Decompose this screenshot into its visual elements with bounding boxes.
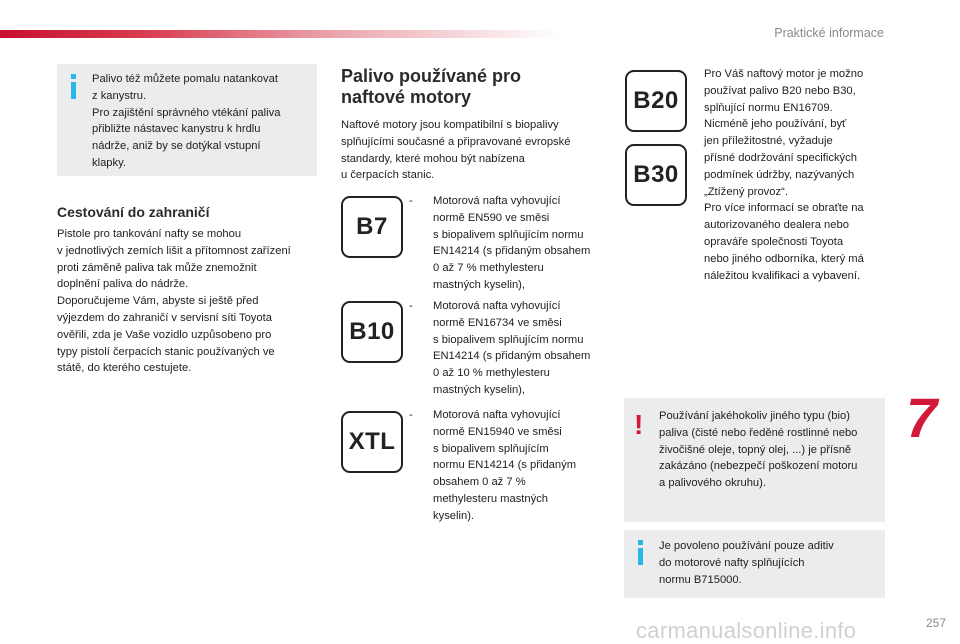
info-icon	[638, 540, 643, 565]
info-box-additives	[624, 530, 885, 598]
diesel-intro: Naftové motory jsou kompatibilní s biopalivy splňujícími současné a připravované evropské standardy, které mohou být nabízena u čerpacích stanic.	[341, 119, 571, 182]
info-icon	[71, 74, 76, 99]
abroad-heading: Cestování do zahraničí	[57, 204, 210, 220]
diesel-heading: Palivo používané pro naftové motory	[341, 66, 522, 107]
info-box-text: Palivo též můžete pomalu natankovat z kanystru. Pro zajištění správného vtékání paliva přibližte nástavec kanystru k hrdlu nádrže, aniž by se dotýkal vstupní klapky.	[92, 73, 281, 169]
fuel-item-b10-text: Motorová nafta vyhovující normě EN16734 ve směsi s biopalivem splňujícím normu EN14214 (s přidaným obsahem 0 až 10 % methylesteru mastných kyselin),	[433, 300, 591, 396]
fuel-badge-b10: B10	[341, 301, 403, 363]
header-accent-bar	[0, 30, 560, 38]
page-number: 257	[925, 616, 946, 630]
abroad-text: Pistole pro tankování nafty se mohou v jednotlivých zemích lišit a přítomnost zařízení proti záměně paliva tak může znemožnit doplnění paliva do nádrže. Doporučujeme Vám, abyste si ještě před výjezdem do zahraničí v servisní síti Toyota ověřili, zda je Vaše vozidlo uzpůsobeno pro typy pistolí čerpacích stanic používaných ve státě, do kterého cestujete.	[57, 228, 291, 375]
info-box-additives-text: Je povoleno používání pouze aditiv do motorové nafty splňujících normu B715000.	[659, 540, 834, 586]
warning-text: Používání jakéhokoliv jiného typu (bio) paliva (čisté nebo ředěné rostlinné nebo živočišné oleje, topný olej, ...) je přísně zakázáno (nebezpečí poškození motoru a palivového okruhu).	[659, 410, 858, 490]
fuel-item-b7-text: Motorová nafta vyhovující normě EN590 ve směsi s biopalivem splňujícím normu EN14214 (s přidaným obsahem 0 až 7 % methylesteru mastných kyselin),	[433, 195, 591, 291]
warning-icon: !	[634, 409, 644, 440]
fuel-badge-b20: B20	[625, 70, 687, 132]
fuel-item-xtl-text: Motorová nafta vyhovující normě EN15940 ve směsi s biopalivem splňujícím normu EN14214 (s přidaným obsahem 0 až 7 % methylesteru mastných kyselin).	[433, 409, 577, 522]
fuel-badge-b7: B7	[341, 196, 403, 258]
b20-b30-text: Pro Váš naftový motor je možno používat palivo B20 nebo B30, splňující normu EN16709. Nicméně jeho používání, byť jen příležitostné, vyžaduje přísné dodržování specifických podmínek údržby, nazývaných „Ztížený provoz“. Pro více informací se obraťte na autorizovaného dealera nebo opraváře společnosti Toyota nebo jiného odborníka, který má náležitou kvalifikaci a vybavení.	[704, 68, 864, 282]
watermark: carmanualsonline.info	[636, 618, 857, 643]
list-dash: -	[409, 409, 413, 421]
list-dash: -	[409, 195, 413, 207]
chapter-number: 7	[906, 386, 938, 449]
section-title: Praktické informace	[774, 26, 884, 40]
fuel-badge-xtl: XTL	[341, 411, 403, 473]
list-dash: -	[409, 300, 413, 312]
info-box-canister	[57, 64, 317, 176]
warning-box	[624, 398, 885, 522]
fuel-badge-b30: B30	[625, 144, 687, 206]
